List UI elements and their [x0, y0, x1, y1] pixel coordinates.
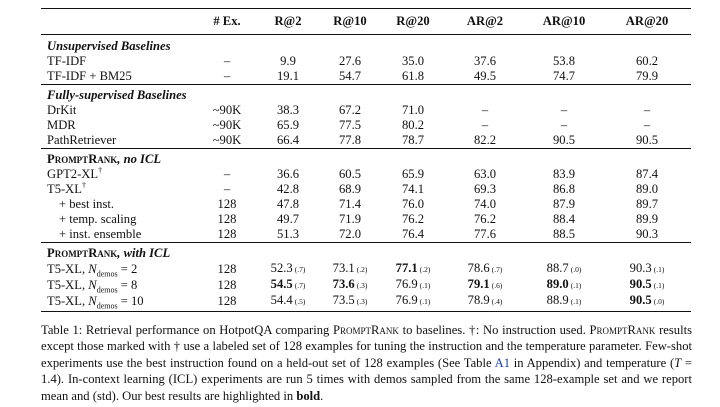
- metric-cell: [319, 103, 381, 118]
- metric-value: 19.1: [276, 69, 300, 83]
- metric-value: 90.5: [635, 133, 659, 147]
- metric-std: (.3): [356, 297, 368, 306]
- metric-cell: [603, 118, 691, 133]
- row-label-text: + best inst.: [59, 197, 115, 211]
- metric-value: 69.3: [473, 182, 497, 196]
- metric-value: 90.3: [629, 261, 652, 275]
- metric-cell: [257, 69, 319, 85]
- metric-value: 42.8: [276, 182, 300, 196]
- table-row: [41, 54, 691, 69]
- metric-value: 54.7: [338, 69, 362, 83]
- table-row: [41, 167, 691, 182]
- metric-cell: [319, 277, 381, 293]
- n-demos-subscript: demos: [96, 269, 118, 279]
- metric-value: 87.9: [552, 197, 576, 211]
- n-demos-value: = 10: [117, 293, 144, 308]
- metric-cell: [445, 277, 525, 293]
- metric-value: 89.0: [635, 182, 659, 196]
- metric-value: 86.8: [552, 182, 576, 196]
- metric-cell: [445, 69, 525, 85]
- metric-std: (.2): [419, 265, 431, 274]
- row-label: [41, 261, 197, 277]
- metric-std: (.1): [570, 297, 582, 306]
- metric-cell: [381, 293, 445, 312]
- caption-text: to baselines. †: No instruction used.: [398, 323, 590, 337]
- caption-method-name: PromptRank: [589, 323, 656, 337]
- metric-value: 37.6: [473, 54, 497, 68]
- metric-value: –: [560, 118, 568, 132]
- caption-text: = 1.4). In-context learning (ICL) experiments are run 5 times with demos sampled from the same 128-example set and we report mean and (std). Our best results are highlighted in: [41, 355, 692, 403]
- section-title: [41, 149, 691, 168]
- row-label: [41, 227, 197, 243]
- metric-cell: [257, 54, 319, 69]
- metric-cell: [525, 277, 603, 293]
- row-label: [41, 167, 197, 182]
- table-row: [41, 118, 691, 133]
- metric-value: 90.5: [629, 277, 652, 291]
- n-demos-value: = 2: [117, 261, 138, 276]
- metric-cell: [381, 118, 445, 133]
- metric-value: 38.3: [276, 103, 300, 117]
- section-header-row: [41, 85, 691, 104]
- metric-value: 67.2: [338, 103, 362, 117]
- metric-value: 90.5: [629, 293, 652, 307]
- metric-value: 63.0: [473, 167, 497, 181]
- metric-value: 82.2: [473, 133, 497, 147]
- metric-cell: [603, 261, 691, 277]
- row-label: [41, 54, 197, 69]
- examples-cell: 128: [217, 197, 237, 211]
- metric-value: 76.2: [473, 212, 497, 226]
- metric-cell: [525, 293, 603, 312]
- metric-value: 71.9: [338, 212, 362, 226]
- examples-cell: 128: [217, 212, 237, 226]
- metric-std: (.0): [653, 297, 665, 306]
- metric-value: 49.5: [473, 69, 497, 83]
- metric-cell: [603, 293, 691, 312]
- n-demos-subscript: demos: [96, 285, 118, 295]
- metric-cell: [445, 182, 525, 197]
- metric-std: (.3): [356, 281, 368, 290]
- section-title-text: Fully-supervised Baselines: [47, 88, 187, 102]
- header-cell-ar20: AR@20: [603, 9, 691, 35]
- table-row: [41, 261, 691, 277]
- metric-cell: [319, 227, 381, 243]
- metric-cell: [257, 293, 319, 312]
- metric-std: (.1): [653, 265, 665, 274]
- examples-cell: ~90K: [212, 118, 242, 132]
- metric-std: (.1): [570, 281, 582, 290]
- metric-std: (.5): [294, 297, 306, 306]
- metric-value: 74.7: [552, 69, 576, 83]
- metric-value: 52.3: [270, 261, 293, 275]
- table-row: [41, 197, 691, 212]
- metric-value: 74.0: [473, 197, 497, 211]
- metric-value: 76.9: [395, 277, 418, 291]
- metric-value: 53.8: [552, 54, 576, 68]
- metric-cell: [257, 227, 319, 243]
- metric-std: (.1): [419, 281, 431, 290]
- examples-cell: ~90K: [212, 103, 242, 117]
- metric-cell: [525, 133, 603, 149]
- metric-cell: [603, 212, 691, 227]
- row-label-text: + temp. scaling: [59, 212, 137, 226]
- metric-value: 78.6: [467, 261, 490, 275]
- metric-cell: [525, 103, 603, 118]
- section-header-row: [41, 35, 691, 55]
- metric-cell: [257, 103, 319, 118]
- header-cell-examples: # Ex.: [197, 9, 257, 35]
- metric-std: (.7): [491, 265, 503, 274]
- metric-cell: [603, 133, 691, 149]
- metric-cell: [603, 182, 691, 197]
- row-label-text: TF-IDF + BM25: [47, 69, 132, 83]
- metric-cell: [445, 197, 525, 212]
- metric-cell: [381, 103, 445, 118]
- table-header-row: [41, 9, 691, 35]
- metric-value: 54.5: [270, 277, 293, 291]
- metric-value: 76.4: [401, 227, 425, 241]
- metric-cell: [257, 261, 319, 277]
- metric-value: 76.2: [401, 212, 425, 226]
- metric-value: –: [643, 103, 651, 117]
- table-reference-link[interactable]: A1: [494, 355, 510, 370]
- metric-value: 89.0: [546, 277, 569, 291]
- table-row: [41, 293, 691, 312]
- metric-cell: [603, 227, 691, 243]
- metric-cell: [525, 118, 603, 133]
- n-demos-symbol: N: [88, 261, 97, 276]
- metric-std: (.6): [491, 281, 503, 290]
- metric-value: 87.4: [635, 167, 659, 181]
- metric-value: –: [643, 118, 651, 132]
- metric-value: –: [560, 103, 568, 117]
- row-label: [41, 118, 197, 133]
- caption-text: results except those marked with † use a labeled set of 128 examples for tuning the instruction and the temperature parameter. Few-shot experiments use the best instruction found on a held-out set of 128 examples (See Table: [41, 323, 692, 370]
- metric-cell: [603, 197, 691, 212]
- metric-value: 65.9: [401, 167, 425, 181]
- metric-cell: [525, 212, 603, 227]
- n-demos-subscript: demos: [96, 301, 118, 311]
- metric-value: 78.7: [401, 133, 425, 147]
- results-table: [41, 8, 691, 312]
- table-row: [41, 133, 691, 149]
- dagger-mark: †: [98, 165, 103, 175]
- metric-value: 76.0: [401, 197, 425, 211]
- temperature-variable: T: [674, 355, 682, 370]
- metric-cell: [445, 293, 525, 312]
- metric-cell: [381, 167, 445, 182]
- row-label-text: GPT2-XL: [47, 167, 99, 181]
- row-label-text: MDR: [47, 118, 76, 132]
- metric-cell: [319, 133, 381, 149]
- metric-value: 49.7: [276, 212, 300, 226]
- metric-value: 65.9: [276, 118, 300, 132]
- metric-cell: [525, 54, 603, 69]
- metric-cell: [381, 212, 445, 227]
- metric-cell: [603, 277, 691, 293]
- metric-value: 73.1: [332, 261, 355, 275]
- metric-cell: [603, 103, 691, 118]
- metric-cell: [445, 103, 525, 118]
- metric-cell: [525, 182, 603, 197]
- metric-cell: [525, 197, 603, 212]
- metric-cell: [319, 212, 381, 227]
- header-cell-r20: R@20: [381, 9, 445, 35]
- caption-method-name: PromptRank: [332, 323, 399, 337]
- table-row: [41, 212, 691, 227]
- examples-cell: 128: [197, 293, 257, 312]
- metric-cell: [525, 69, 603, 85]
- metric-cell: [319, 197, 381, 212]
- section-method-name: PromptRank: [47, 152, 118, 166]
- metric-value: 90.5: [552, 133, 576, 147]
- table-row: [41, 227, 691, 243]
- metric-value: 77.6: [473, 227, 497, 241]
- metric-cell: [319, 261, 381, 277]
- caption-text: .: [320, 388, 324, 403]
- metric-cell: [445, 261, 525, 277]
- metric-value: 9.9: [280, 54, 296, 68]
- row-label-text: T5-XL,: [47, 261, 89, 276]
- metric-value: 47.8: [276, 197, 300, 211]
- metric-std: (.0): [570, 265, 582, 274]
- metric-value: 89.7: [635, 197, 659, 211]
- n-demos-symbol: N: [88, 293, 97, 308]
- examples-cell: 128: [217, 261, 237, 276]
- metric-cell: [445, 212, 525, 227]
- metric-cell: [381, 277, 445, 293]
- row-label-text: T5-XL: [47, 182, 82, 196]
- metric-std: (.7): [294, 281, 306, 290]
- metric-value: 88.7: [546, 261, 569, 275]
- n-demos-value: = 8: [117, 277, 138, 292]
- metric-std: (.1): [419, 297, 431, 306]
- examples-cell: ~90K: [212, 133, 242, 147]
- metric-cell: [319, 293, 381, 312]
- row-label: [41, 133, 197, 149]
- row-label-text: T5-XL,: [47, 277, 89, 292]
- metric-cell: [603, 54, 691, 69]
- header-cell: [41, 9, 197, 35]
- metric-value: 73.5: [332, 293, 355, 307]
- metric-value: 80.2: [401, 118, 425, 132]
- metric-value: 79.1: [467, 277, 490, 291]
- examples-cell: –: [223, 69, 231, 83]
- metric-value: 89.9: [635, 212, 659, 226]
- n-demos-symbol: N: [88, 277, 97, 292]
- metric-value: 72.0: [338, 227, 362, 241]
- row-label: [41, 277, 197, 293]
- metric-value: 71.4: [338, 197, 362, 211]
- metric-value: 35.0: [401, 54, 425, 68]
- metric-cell: [381, 133, 445, 149]
- examples-cell: –: [223, 182, 231, 196]
- row-label: [41, 212, 197, 227]
- metric-cell: [525, 167, 603, 182]
- table-row: [41, 69, 691, 85]
- header-cell-ar2: AR@2: [445, 9, 525, 35]
- metric-value: 79.9: [635, 69, 659, 83]
- metric-cell: [445, 133, 525, 149]
- section-title: [41, 85, 691, 104]
- metric-value: 73.6: [332, 277, 355, 291]
- metric-value: 77.1: [395, 261, 418, 275]
- metric-cell: [525, 261, 603, 277]
- row-label-text: + inst. ensemble: [59, 227, 142, 241]
- row-label-text: TF-IDF: [47, 54, 87, 68]
- metric-cell: [319, 118, 381, 133]
- section-title-text: , no ICL: [117, 152, 162, 166]
- metric-cell: [257, 277, 319, 293]
- metric-cell: [319, 54, 381, 69]
- metric-value: 68.9: [338, 182, 362, 196]
- metric-cell: [381, 182, 445, 197]
- section-title-text: , with ICL: [117, 246, 171, 260]
- caption-text: in Appendix) and temperature (: [510, 355, 675, 370]
- header-cell-r10: R@10: [319, 9, 381, 35]
- metric-cell: [257, 167, 319, 182]
- metric-cell: [603, 69, 691, 85]
- examples-cell: 128: [217, 227, 237, 241]
- metric-cell: [381, 69, 445, 85]
- metric-cell: [381, 261, 445, 277]
- metric-cell: [445, 54, 525, 69]
- metric-value: 71.0: [401, 103, 425, 117]
- metric-cell: [257, 212, 319, 227]
- metric-std: (.2): [356, 265, 368, 274]
- metric-cell: [381, 54, 445, 69]
- metric-cell: [445, 227, 525, 243]
- table-caption: [41, 322, 692, 404]
- row-label: [41, 69, 197, 85]
- caption-bold-word: bold: [296, 388, 321, 403]
- row-label-text: PathRetriever: [47, 133, 117, 147]
- examples-cell: –: [223, 54, 231, 68]
- metric-value: 66.4: [276, 133, 300, 147]
- metric-cell: [525, 227, 603, 243]
- section-header-row: [41, 243, 691, 262]
- metric-value: 60.2: [635, 54, 659, 68]
- header-cell-ar10: AR@10: [525, 9, 603, 35]
- metric-value: –: [481, 118, 489, 132]
- row-label: [41, 197, 197, 212]
- metric-value: 76.9: [395, 293, 418, 307]
- caption-text: Table 1: Retrieval performance on HotpotQA comparing: [41, 323, 333, 337]
- table-row: [41, 182, 691, 197]
- metric-value: 90.3: [635, 227, 659, 241]
- metric-cell: [257, 197, 319, 212]
- metric-cell: [257, 133, 319, 149]
- metric-value: 74.1: [401, 182, 425, 196]
- section-title: [41, 35, 691, 55]
- metric-cell: [445, 118, 525, 133]
- metric-cell: [381, 197, 445, 212]
- row-label-text: T5-XL,: [47, 293, 89, 308]
- metric-value: 54.4: [270, 293, 293, 307]
- metric-value: 78.9: [467, 293, 490, 307]
- metric-value: 83.9: [552, 167, 576, 181]
- row-label: [41, 103, 197, 118]
- dagger-mark: †: [81, 180, 86, 190]
- table-row: [41, 103, 691, 118]
- metric-cell: [257, 118, 319, 133]
- section-title-text: Unsupervised Baselines: [47, 39, 171, 53]
- row-label-text: DrKit: [47, 103, 77, 117]
- table-row: [41, 277, 691, 293]
- metric-cell: [603, 167, 691, 182]
- metric-cell: [319, 167, 381, 182]
- section-header-row: [41, 149, 691, 168]
- section-title: [41, 243, 691, 262]
- metric-value: 27.6: [338, 54, 362, 68]
- metric-cell: [319, 182, 381, 197]
- metric-std: (.4): [491, 297, 503, 306]
- metric-value: 88.5: [552, 227, 576, 241]
- metric-value: 60.5: [338, 167, 362, 181]
- metric-value: 77.8: [338, 133, 362, 147]
- examples-cell: –: [223, 167, 231, 181]
- header-cell-r2: R@2: [257, 9, 319, 35]
- section-method-name: PromptRank: [47, 246, 118, 260]
- metric-value: 36.6: [276, 167, 300, 181]
- examples-cell: 128: [217, 277, 237, 292]
- row-label: [41, 293, 197, 312]
- metric-cell: [381, 227, 445, 243]
- metric-value: 88.4: [552, 212, 576, 226]
- metric-std: (.7): [294, 265, 306, 274]
- metric-cell: [445, 167, 525, 182]
- metric-cell: [257, 182, 319, 197]
- metric-value: 51.3: [276, 227, 300, 241]
- metric-value: 88.9: [546, 293, 569, 307]
- metric-std: (.1): [653, 281, 665, 290]
- metric-value: 61.8: [401, 69, 425, 83]
- metric-value: 77.5: [338, 118, 362, 132]
- metric-value: –: [481, 103, 489, 117]
- metric-cell: [319, 69, 381, 85]
- row-label: [41, 182, 197, 197]
